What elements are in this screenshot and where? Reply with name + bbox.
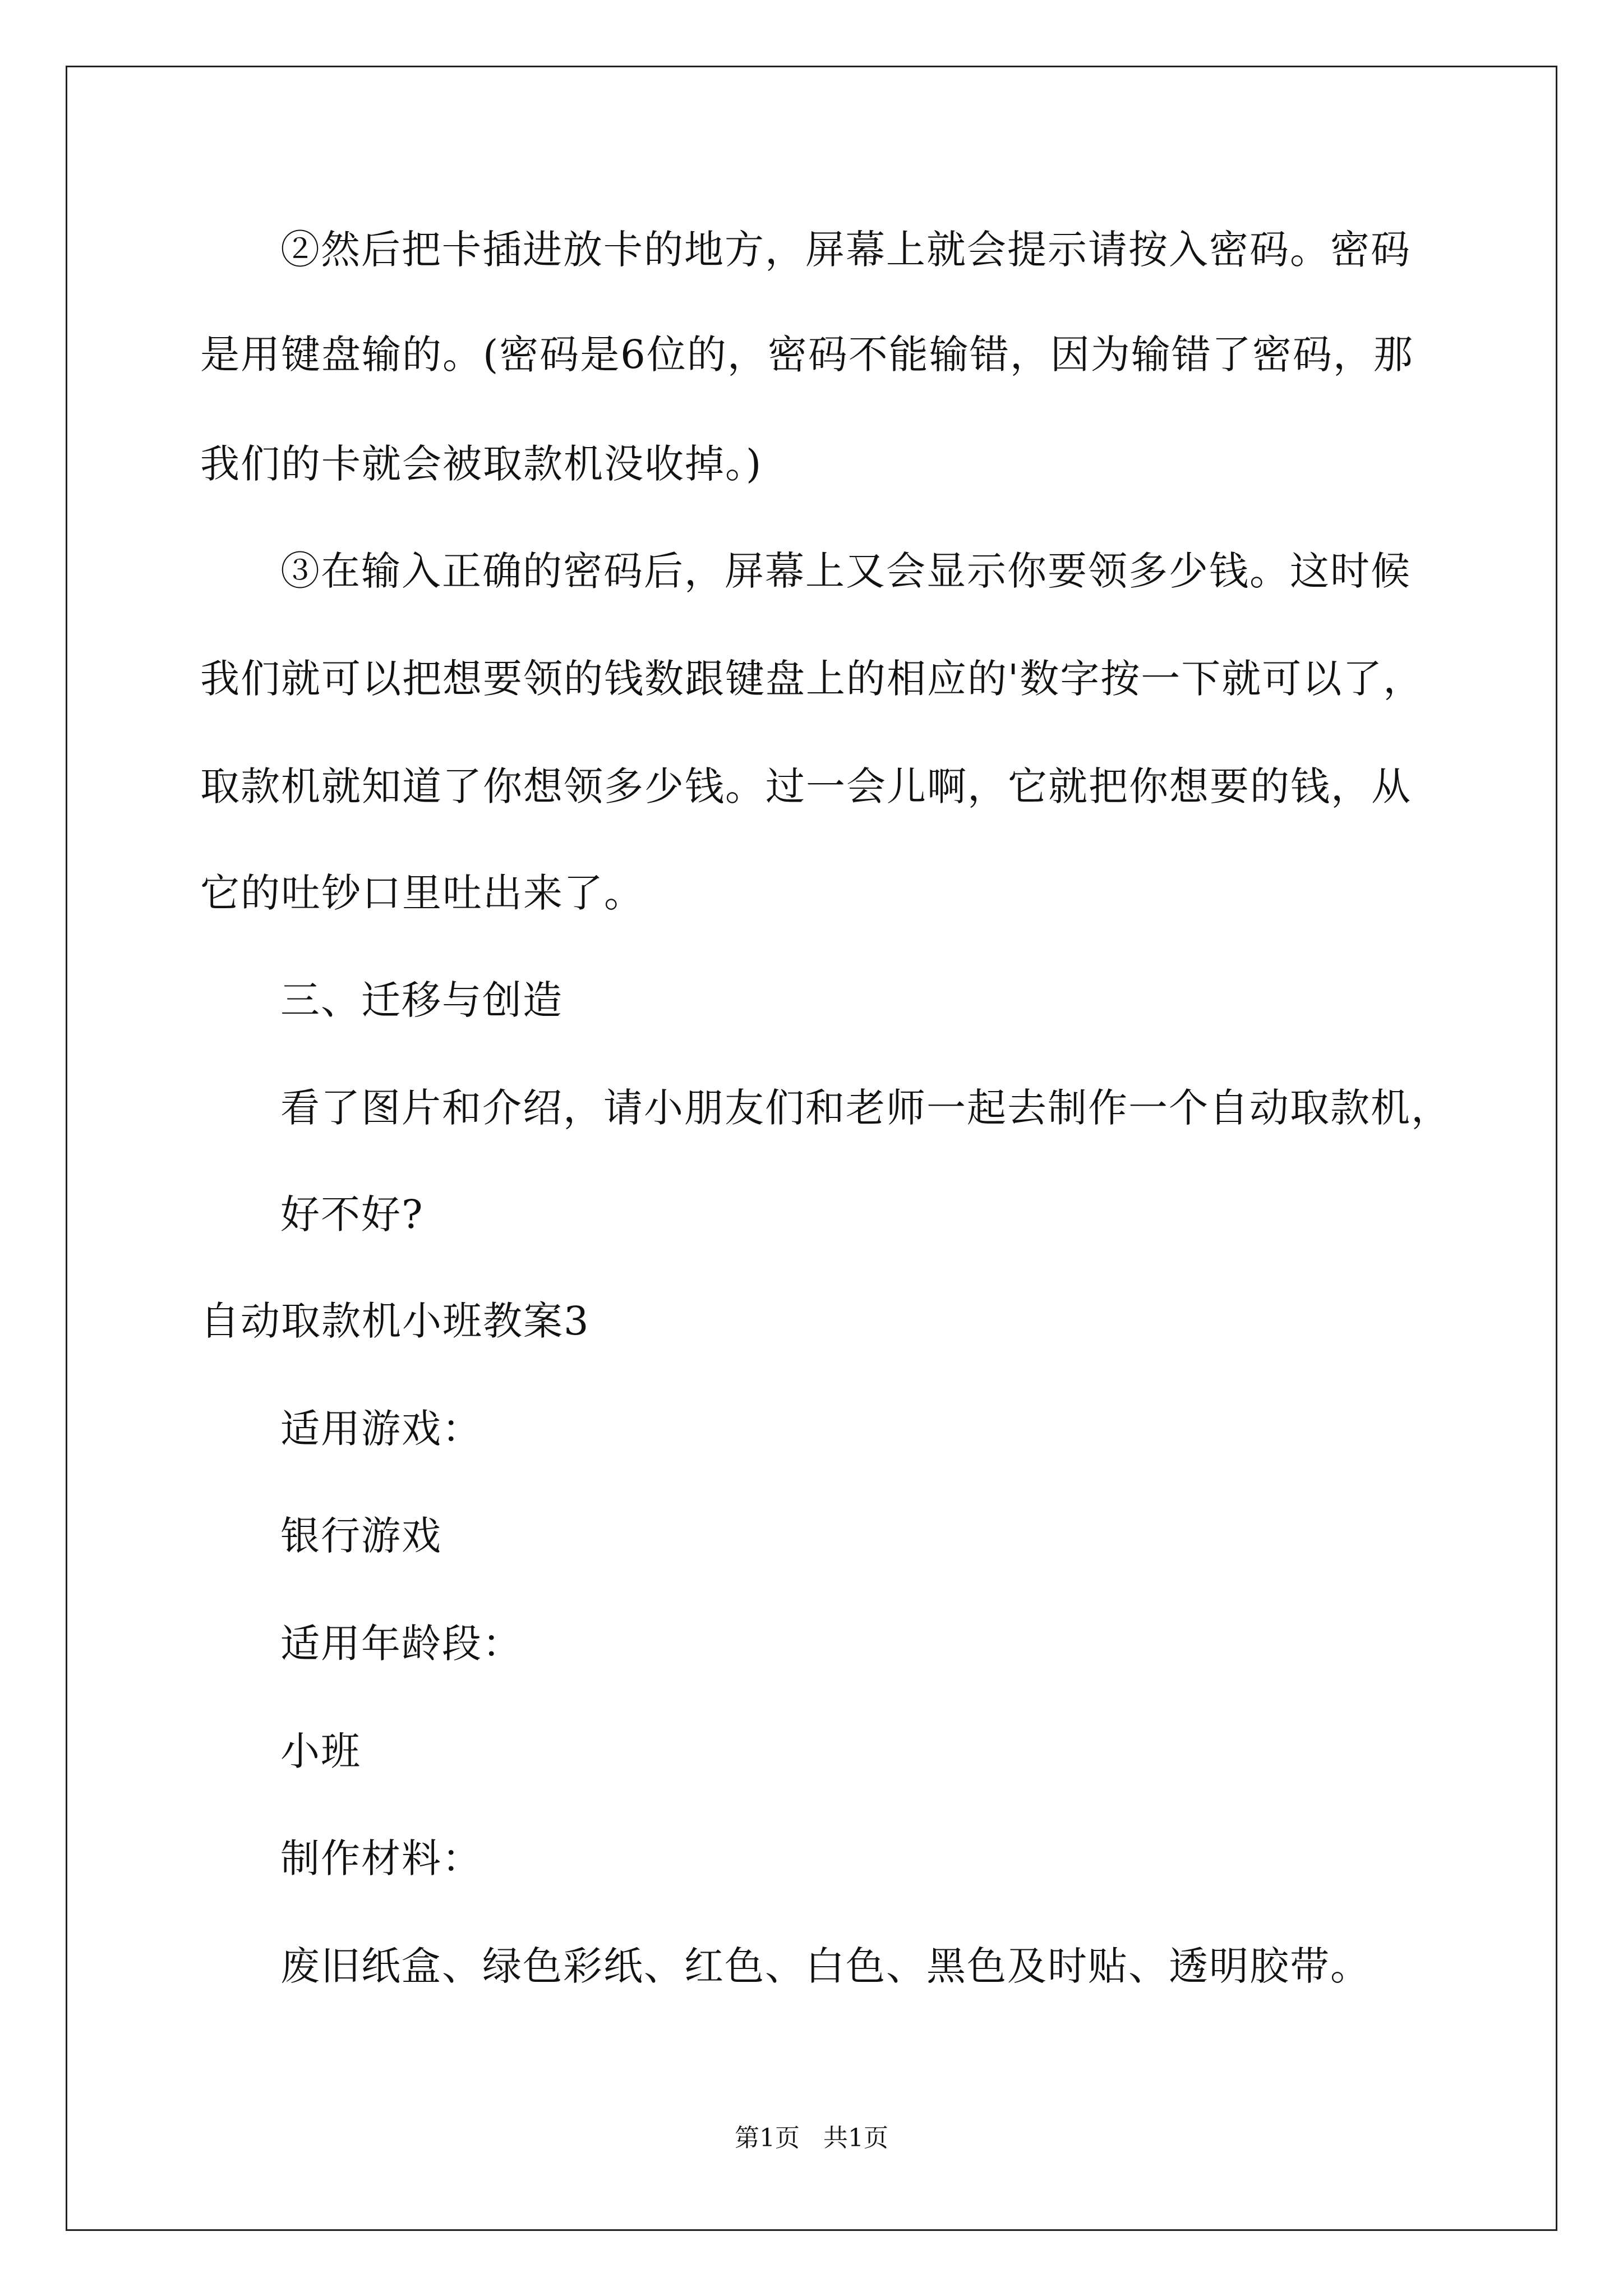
field-value: 废旧纸盒、绿色彩纸、红色、白色、黑色及时贴、透明胶带。 [280, 1943, 1371, 1989]
page-border [66, 66, 1557, 2231]
document-title: 自动取款机小班教案3 [200, 1298, 590, 1344]
page-footer: 第1页 共1页 [735, 2124, 888, 2152]
field-label: 制作材料： [280, 1835, 482, 1881]
field-label: 适用游戏： [280, 1406, 482, 1452]
field-label: 适用年龄段： [280, 1621, 523, 1667]
paragraph-line: 是用键盘输的。(密码是6位的，密码不能输错，因为输错了密码，那 [200, 332, 1414, 378]
paragraph-line: 取款机就知道了你想领多少钱。过一会儿啊，它就把你想要的钱，从 [200, 763, 1412, 809]
paragraph-line: 我们的卡就会被取款机没收掉。) [200, 441, 763, 487]
paragraph-line: 好不好? [280, 1191, 424, 1237]
paragraph-line: 它的吐钞口里吐出来了。 [200, 870, 644, 916]
field-value: 银行游戏 [280, 1513, 442, 1559]
paragraph-line: ②然后把卡插进放卡的地方，屏幕上就会提示请按入密码。密码 [280, 227, 1411, 273]
section-heading: 三、迁移与创造 [280, 977, 563, 1023]
paragraph-line: ③在输入正确的密码后，屏幕上又会显示你要领多少钱。这时候 [280, 548, 1411, 594]
paragraph-line: 我们就可以把想要领的钱数跟键盘上的相应的'数字按一下就可以了， [200, 656, 1424, 702]
field-value: 小班 [280, 1728, 361, 1774]
paragraph-line: 看了图片和介绍，请小朋友们和老师一起去制作一个自动取款机， [280, 1085, 1451, 1131]
